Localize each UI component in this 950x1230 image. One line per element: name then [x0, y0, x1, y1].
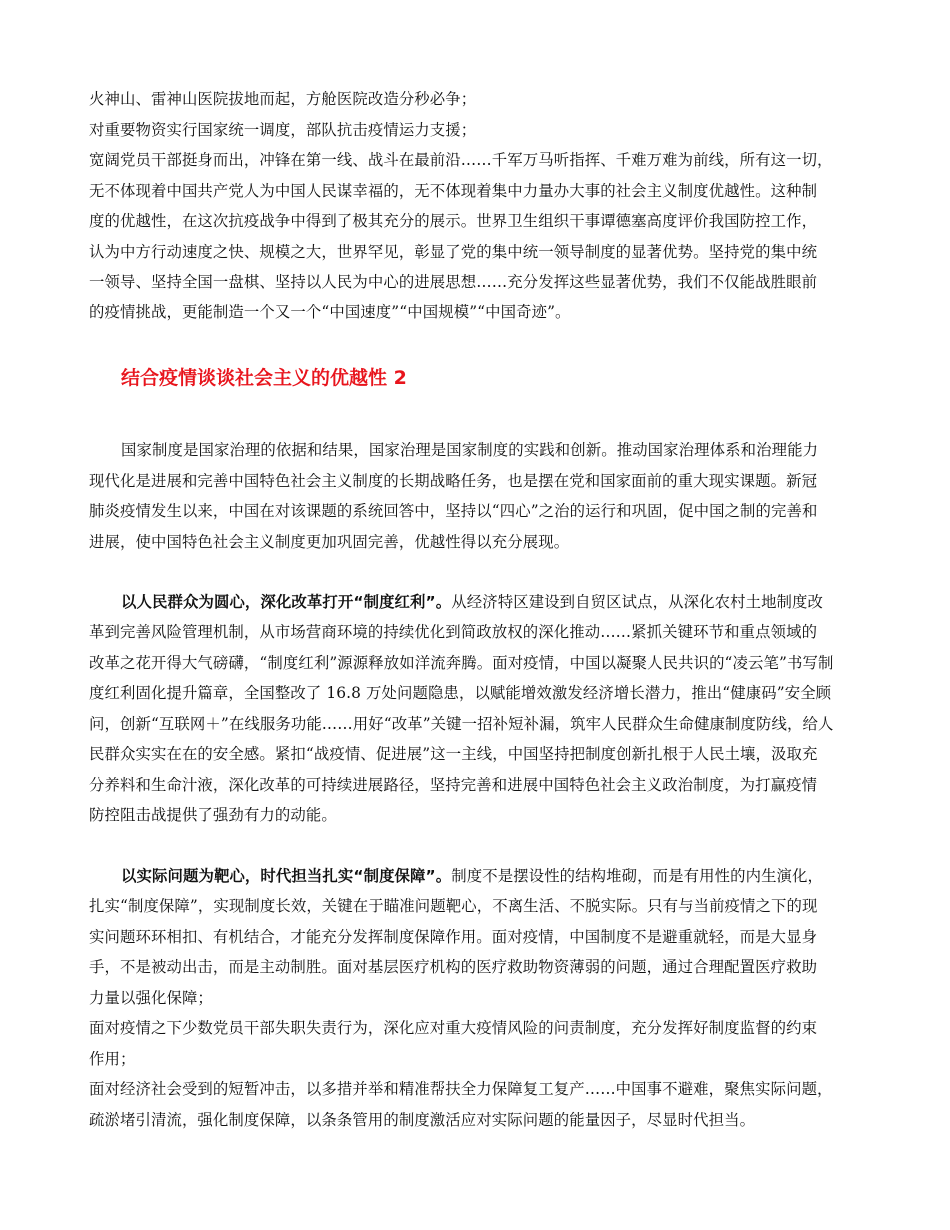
paragraph-line: 现代化是进展和完善中国特色社会主义制度的长期战略任务，也是摆在党和国家面前的重大现实课题。新冠	[89, 472, 818, 490]
paragraph-lead-bold: 以人民群众为圆心，深化改革打开“制度红利”。	[121, 593, 452, 611]
paragraph-line: 防控阻击战提供了强劲有力的动能。	[89, 806, 337, 824]
paragraph-lead-text: 从经济特区建设到自贸区试点，从深化农村土地制度改	[451, 593, 824, 611]
paragraph-line: 认为中方行动速度之快、规模之大，世界罕见，彰显了党的集中统一领导制度的显著优势。坚持党的集中统	[89, 243, 818, 261]
paragraph-line: 无不体现着中国共产党人为中国人民谋幸福的，无不体现着集中力量办大事的社会主义制度优越性。这种制	[89, 182, 818, 200]
paragraph-line: 国家制度是国家治理的依据和结果，国家治理是国家制度的实践和创新。推动国家治理体系和治理能力	[121, 441, 819, 459]
paragraph-line: 扎实“制度保障”，实现制度长效，关键在于瞄准问题靶心，不离生活、不脱实际。只有与当前疫情之下的现	[89, 897, 818, 915]
paragraph-line: 作用；	[89, 1050, 136, 1068]
paragraph-line: 面对经济社会受到的短暂冲击，以多措并举和精准帮扶全力保障复工复产……中国事不避难，聚焦实际问题，	[89, 1080, 833, 1098]
paragraph-line: 度红利固化提升篇章，全国整改了 16.8 万处问题隐患，以赋能增效激发经济增长潜力，推出“健康码”安全顾	[89, 684, 832, 702]
paragraph-line: 民群众实实在在的安全感。紧扣“战疫情、促进展”这一主线，中国坚持把制度创新扎根于人民土壤，汲取充	[89, 745, 818, 763]
paragraph-first-line	[121, 592, 823, 612]
paragraph-line: 实问题环环相扣、有机结合，才能充分发挥制度保障作用。面对疫情，中国制度不是避重就轻，而是大显身	[89, 928, 818, 946]
paragraph-line: 的疫情挑战，更能制造一个又一个“中国速度”“中国规模”“中国奇迹”。	[89, 303, 571, 321]
paragraph-line: 问，创新“互联网＋”在线服务功能……用好“改革”关键一招补短补漏，筑牢人民群众生命健康制度防线，给人	[89, 715, 834, 733]
paragraph-line: 火神山、雷神山医院拔地而起，方舱医院改造分秒必争；	[89, 90, 477, 108]
paragraph-lead-bold: 以实际问题为靶心，时代担当扎实“制度保障”。	[121, 867, 452, 885]
paragraph-lead-text: 制度不是摆设性的结构堆砌，而是有用性的内生演化，	[451, 867, 824, 885]
paragraph-line: 面对疫情之下少数党员干部失职失责行为，深化应对重大疫情风险的问责制度，充分发挥好制度监督的约束	[89, 1019, 818, 1037]
paragraph-line: 肺炎疫情发生以来，中国在对该课题的系统回答中，坚持以“四心”之治的运行和巩固，促中国之制的完善和	[89, 502, 818, 520]
paragraph-line: 宽阔党员干部挺身而出，冲锋在第一线、战斗在最前沿……千军万马听指挥、千难万难为前线，所有这一切，	[89, 151, 833, 169]
section-heading: 结合疫情谈谈社会主义的优越性 2	[121, 367, 407, 389]
paragraph-line: 力量以强化保障；	[89, 989, 213, 1007]
paragraph-line: 进展，使中国特色社会主义制度更加巩固完善，优越性得以充分展现。	[89, 533, 570, 551]
paragraph-line: 一领导、坚持全国一盘棋、坚持以人民为中心的进展思想……充分发挥这些显著优势，我们不仅能战胜眼前	[89, 273, 818, 291]
paragraph-line: 改革之花开得大气磅礴，“制度红利”源源释放如洋流奔腾。面对疫情，中国以凝聚人民共识的“凌云笔”书写制	[89, 654, 834, 672]
paragraph-first-line	[121, 866, 823, 886]
paragraph-line: 度的优越性，在这次抗疫战争中得到了极其充分的展示。世界卫生组织干事谭德塞高度评价我国防控工作，	[89, 212, 818, 230]
paragraph-line: 革到完善风险管理机制，从市场营商环境的持续优化到简政放权的深化推动……紧抓关键环节和重点领域的	[89, 623, 818, 641]
paragraph-line: 分养料和生命汁液，深化改革的可持续进展路径，坚持完善和进展中国特色社会主义政治制度，为打赢疫情	[89, 776, 818, 794]
paragraph-line: 对重要物资实行国家统一调度，部队抗击疫情运力支援；	[89, 121, 477, 139]
paragraph-line: 手，不是被动出击，而是主动制胜。面对基层医疗机构的医疗救助物资薄弱的问题，通过合理配置医疗救助	[89, 958, 818, 976]
paragraph-line: 疏淤堵引清流，强化制度保障，以条条管用的制度激活应对实际问题的能量因子，尽显时代担当。	[89, 1111, 756, 1129]
